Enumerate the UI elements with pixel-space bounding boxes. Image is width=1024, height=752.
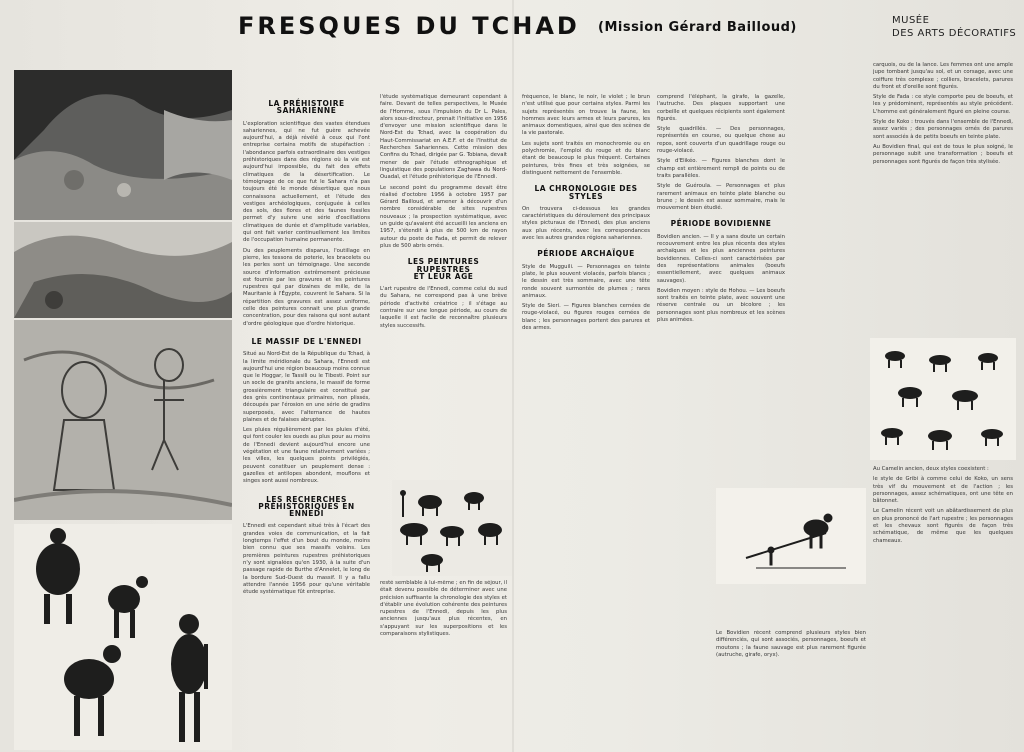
section-heading: LA PRÉHISTOIRE SAHARIENNE <box>268 99 345 116</box>
text-column-3: fréquence, le blanc, le noir, le violet ; le brun n'est utilisé que pour certains styles. Parmi les sujets représentés on trouve la faune, les hommes avec leurs armes et leurs parures, les animaux domestiques, ainsi que des scènes de la vie pastorale. Les sujets sont traités en monochromie ou en polychromie, l'emploi du rouge et du blanc étant de beaucoup le plus fréquent. Certaines peintures, très fines et très soignées, se distinguent nettement de l'ensemble. LA CHRONOLOGIE DES STYLES On trouvera ci-dessous les grandes caractéristiques du déroulement des principaux styles picturaux de l'Ennedi, des plus anciens aux plus récents, avec les correspondances avec les autres grandes régions sahariennes. PÉRIODE ARCHAÏQUE Style de Mugguili. — Personnages en teinte plate, le plus souvent violacés, parfois blancs ; le dessin est très sommaire, avec une tête ronde souvent surmontée de plumes ; rares animaux. Style de Sieri. — Figures blanches cernées de rouge-violacé, ou figures rouges cernées de blanc ; les personnages portent des parures et des armes. <box>522 94 650 332</box>
engraved-figures-photo <box>14 320 232 520</box>
section-heading: LE MASSIF DE L'ENNEDI <box>251 336 362 346</box>
section-heading: LA CHRONOLOGIE DES STYLES <box>534 184 638 201</box>
animal-frieze-figure <box>870 338 1016 460</box>
text-column-2-bottom: resté semblable à lui-même ; en fin de séjour, il était devenu possible de déterminer avec une précision suffisante la chronologie des styles et d'établir une évolution cohérente des peintures rupestres de l'Ennedi, depuis les plus anciennes jusqu'aux plus récentes, en s'appuyant sur les superpositions et les comparaisons stylistiques. <box>380 580 507 638</box>
section-heading: LES PEINTURES RUPESTRES ET LEUR AGE <box>407 257 480 281</box>
painted-figures-drawing <box>14 524 232 750</box>
rock-shelter-photo <box>14 70 232 220</box>
rock-formation-photo <box>14 222 232 318</box>
text-column-5-bottom: Au Camelin ancien, deux styles coexistent : le style de Gribi à comme celui de Koko, un sens très vif du mouvement et de l'action ; les personnages, assez schématiques, ont une tête en bâtonnet. Le Camelin récent voit un abâtardissement de plus en plus prononcé de l'art rupestre ; les personnages et les chevaux sont figurés de façon très schématique, de même que les quelques chameaux. <box>873 466 1013 544</box>
text-column-5: carquois, ou de la lance. Les femmes ont une ample jupe tombant jusqu'au sol, et un corsage, avec une coiffure très complexe ; colliers, bracelets, parures du front et d'oreille sont figurés. Style de Fada : ce style comporte peu de boeufs, et les y prédominent, représentés au style précédent. L'homme est généralement figuré en pleine course. Style de Koko : trouvés dans l'ensemble de l'Ennedi, assez variés ; des personnages ornés de parures sont associés à de petits boeufs en teinte plate. Au Bovidien final, qui est de tous le plus soigné, le personnage subit une transformation ; boeufs et personnages sont figurés de façon très stylisée. <box>873 62 1013 165</box>
museum-name: MUSÉE DES ARTS DÉCORATIFS <box>892 15 1017 39</box>
cattle-painting-figure <box>392 480 512 576</box>
section-heading: PÉRIODE ARCHAÏQUE <box>537 249 635 259</box>
page-subtitle: (Mission Gérard Bailloud) <box>598 20 797 35</box>
text-column-1: LA PRÉHISTOIRE SAHARIENNE L'exploration scientifique des vastes étendues sahariennes, qui ne fut guère achevée aujourd'hui, a déjà révélé à ceux qui l'ont entreprise certains motifs de stupéfaction : l'abondance parfois extraordinaire des vestiges préhistoriques dans des régions où la vie est aujourd'hui impossible, du fait des effets climatiques de la désertification. Le témoignage de ce que fut le Sahara n'a pas toujours été le monde désertique que nous connaissons actuellement, et l'étude des vestiges archéologiques, conjuguée à celles des sols, des flores et des faunes fossiles permet d'y suivre une série d'oscillations climatiques de durée et d'amplitude variables, qui ont fait varier continuellement les limites de l'occupation humaine permanente. Du des peuplements disparus, l'outillage en pierre, les tessons de poterie, les bracelets ou les perles sont un témoignage. Une seconde source d'information extrêmement précieuse est fournie par les gravures et les peintures rupestres qui par dizaines de mille, de la Mauritanie à l'Égypte, couvrent le Sahara. Si la répartition des gravures est assez uniforme, celle des peintures connait une plus grande concentration, pour des raisons qui sont autant d'ordre géologique que d'ordre historique. LE MASSIF DE L'ENNEDI Situé au Nord-Est de la République du Tchad, à la limite méridionale du Sahara, l'Ennedi est aujourd'hui une région beaucoup moins connue que le Hoggar, le Tassili ou le Tibesti. Point sur un socle de granits anciens, le massif de forme grossièrement triangulaire est constitué par des grès continentaux primaires, non plissés, découpés par l'érosion en une série de gradins superposés, avec l'alternance de hautes plaines et de falaises abruptes. Les pluies régulièrement par les pluies d'été, qui font couler les oueds au plus pour au moins de l'Ennedi devient aujourd'hui encore une végétation et une faune relativement variées ; les villes, les quelques points privilégiés, peuvent constituer un peuplement dense : gazelles et antilopes abondent, mouflons et singes sont aussi nombreux. LES RECHERCHES PRÉHISTORIQUES EN ENNEDI L'Ennedi est cependant situé très à l'écart des grandes voies de communication, et la fait longtemps l'effet d'un bout du monde, moins bien connu que ses massifs voisins. Les premières peintures rupestres préhistoriques n'y sont signalées qu'en 1930, à la suite d'un passage rapide de Burthe d'Annelet, le long de la bordure Sud-Ouest du massif. Il y a fallu attendre l'année 1956 pour qu'une véritable étude systématique fût entreprise. <box>243 99 370 596</box>
text-column-4: comprend l'éléphant, la girafe, la gazelle, l'autruche. Des plaques supportant une corbeille et quelques récipients sont également figurés. Style quadrillés. — Des personnages, représentés en course, ou quelque chose au repos, sont couverts d'un quadrillage rouge ou rouge-violacé. Style d'Elikéo. — Figures blanches dont le champ est entièrement rempli de points ou de traits parallèles. Style de Guéroula. — Personnages et plus rarement animaux en teinte plate blanche ou brune ; le dessin est assez sommaire, mais le mouvement bien étudié. PÉRIODE BOVIDIENNE Bovidien ancien. — Il y a sans doute un certain recouvrement entre les plus récents des styles archaïques et les plus anciennes peintures bovidiennes. Celles-ci sont caractérisées par des représentations animales (boeufs essentiellement, avec quelques animaux sauvages). Bovidien moyen : style de Hohou. — Les boeufs sont traités en teinte plate, avec souvent une réserve centrale ou un bicolore ; les personnages sont plus nombreux et les scènes plus animées. <box>657 94 785 324</box>
fold-line <box>512 0 514 752</box>
text-column-4-bottom: Le Bovidien récent comprend plusieurs styles bien différenciés, qui sont associés, personnages, boeufs et moutons ; la faune sauvage est plus rarement figurée (autruche, girafe, oryx). <box>716 630 866 658</box>
text-column-2: l'étude systématique demeurant cependant à faire. Devant de telles perspectives, le Musée de l'Homme, sous l'impulsion du Dr L. Pales, alors sous-directeur, prenait l'initiative en 1956 d'envoyer une mission scientifique dans le Nord-Est du Tchad, avec la coopération du Haut-Commissariat en A.E.F. et de l'Institut de Recherches Sahariennes. Cette mission des Confins du Tchad, dirigée par G. Tobiana, devait mener de pair l'étude ethnographique et linguistique des populations Zaghawa du Nord-Ouadaï, et l'étude préhistorique de l'Ennedi. Le second point du programme devait être réalisé d'octobre 1956 à octobre 1957 par Gérard Bailloud, et amener à découvrir d'un nombre considérable de sites rupestres nouveaux ; la prospection systématique, avec un guide qu'avaient été accueilli les anciens en 1957, s'étendit à plus de 500 km de rayon autour du poste de Fada, et permit de relever plus de 500 abris ornés. LES PEINTURES RUPESTRES ET LEUR AGE L'art rupestre de l'Ennedi, comme celui du sud du Sahara, ne correspond pas à une brève période d'activité créatrice ; il s'étage au contraire sur une longue période, au cours de laquelle il est facile de reconnaître plusieurs styles successifs. <box>380 94 507 329</box>
page-title: FRESQUES DU TCHAD <box>238 12 580 40</box>
section-heading: PÉRIODE BOVIDIENNE <box>670 219 772 229</box>
section-heading: LES RECHERCHES PRÉHISTORIQUES EN ENNEDI <box>258 494 355 519</box>
hunting-scene-figure <box>716 488 866 584</box>
